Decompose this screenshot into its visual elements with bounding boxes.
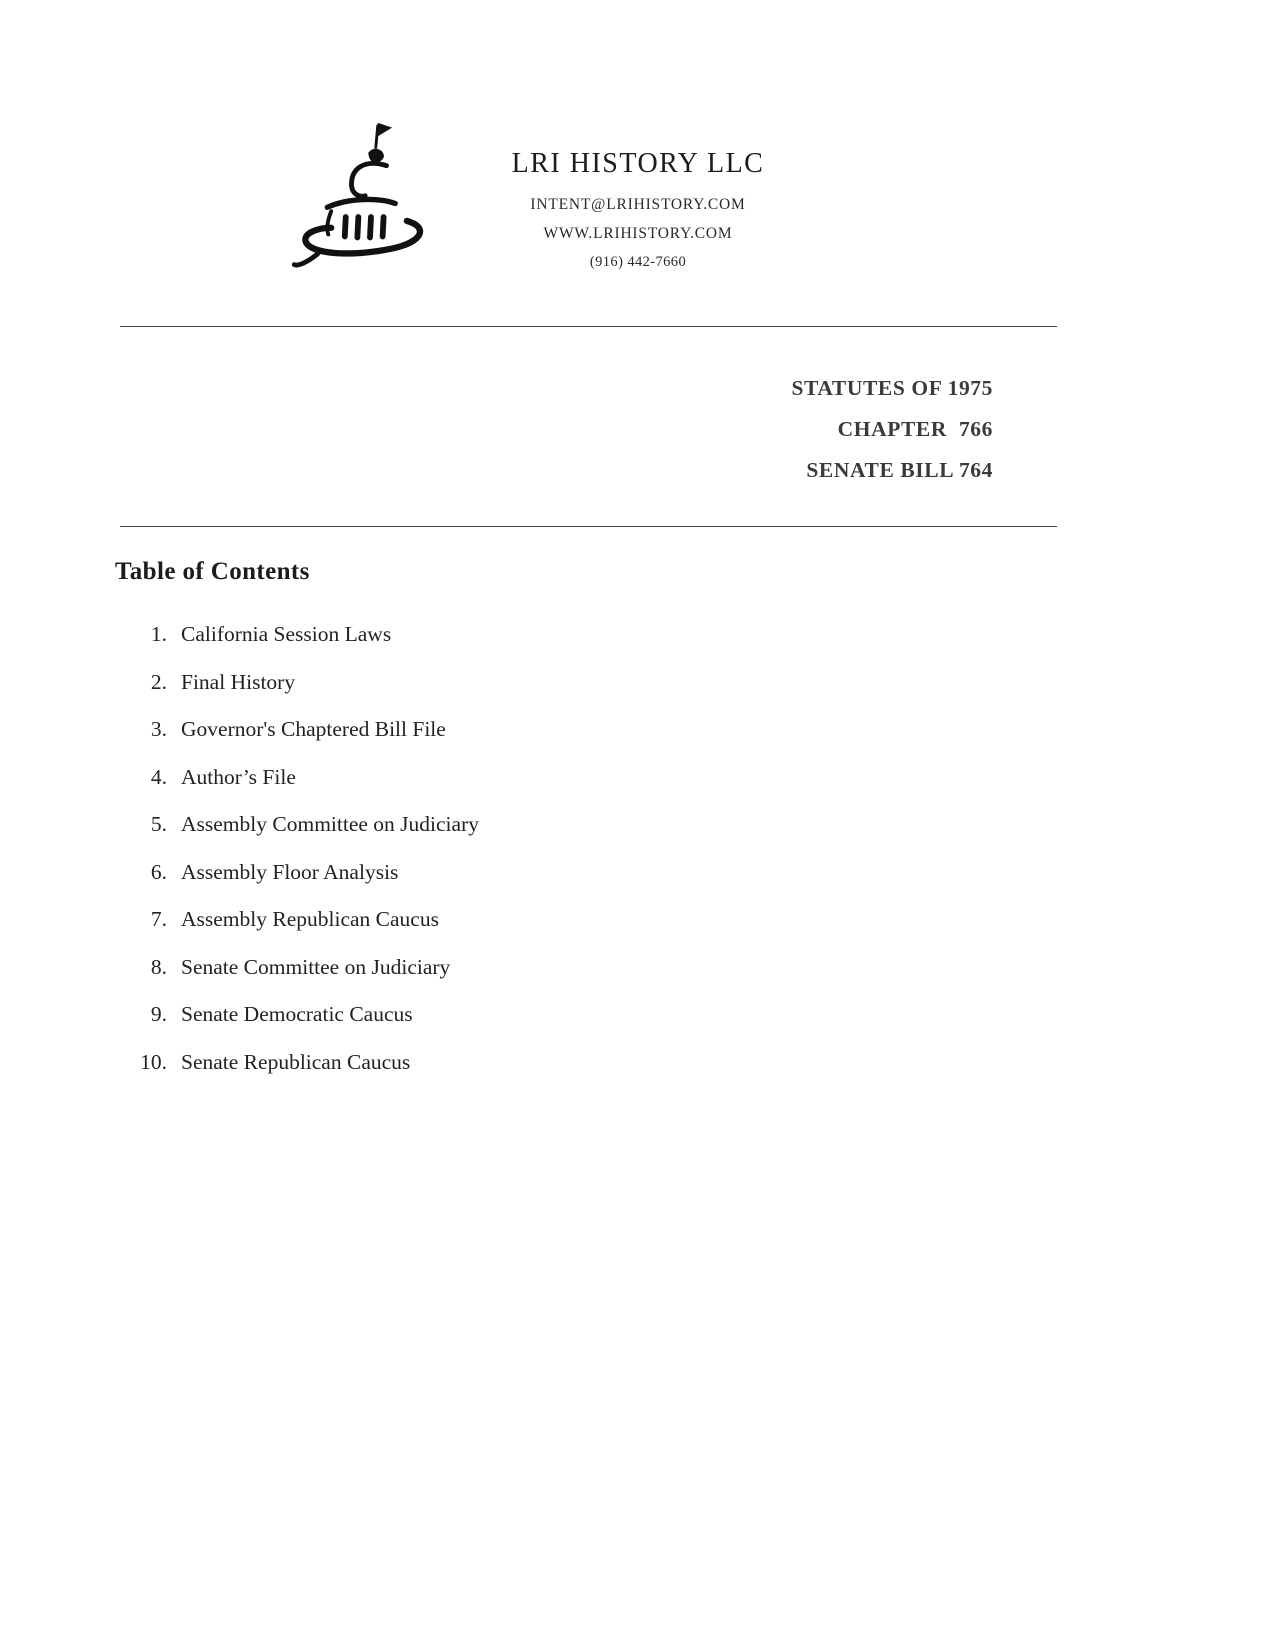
toc-item [115, 717, 815, 765]
toc-item-label: Senate Republican Caucus [181, 1049, 411, 1074]
toc-item-number: 4. [150, 764, 167, 789]
company-website: WWW.LRIHISTORY.COM [543, 225, 733, 242]
toc-item [115, 955, 815, 1003]
toc-heading: Table of Contents [115, 558, 310, 585]
toc-item-number: 10. [140, 1049, 167, 1074]
company-email: INTENT@LRIHISTORY.COM [530, 196, 746, 213]
toc-list [115, 622, 815, 1097]
toc-item-label: Assembly Floor Analysis [181, 859, 399, 884]
toc-item-number: 5. [150, 812, 167, 836]
statutes-line: STATUTES OF 1975 [791, 376, 993, 400]
company-phone: (916) 442-7660 [589, 254, 687, 270]
toc-item [115, 622, 815, 670]
toc-item-label: Assembly Republican Caucus [181, 907, 439, 931]
chapter-line: CHAPTER 766 [837, 417, 993, 441]
toc-item-label: Governor's Chaptered Bill File [181, 717, 446, 741]
toc-item [115, 860, 815, 908]
toc-item-label: Senate Committee on Judiciary [181, 954, 451, 979]
toc-item [115, 812, 815, 860]
toc-item-number: 3. [150, 717, 167, 741]
company-block [468, 148, 808, 271]
toc-item [115, 907, 815, 955]
toc-item [115, 765, 815, 813]
toc-item-label: California Session Laws [181, 622, 392, 646]
toc-item-label: Senate Democratic Caucus [181, 1002, 413, 1026]
toc-item-label: Assembly Committee on Judiciary [181, 812, 479, 836]
toc-item [115, 670, 815, 718]
senate-bill-line: SENATE BILL 764 [806, 458, 993, 482]
capitol-building-icon [290, 120, 450, 285]
letterhead [290, 120, 808, 285]
toc-item-label: Final History [181, 669, 296, 694]
toc-item [115, 1002, 815, 1050]
toc-item-number: 6. [150, 859, 167, 884]
toc-item-number: 8. [150, 954, 167, 979]
toc-item-number: 7. [150, 907, 167, 931]
toc-item-number: 9. [150, 1002, 167, 1026]
company-name: LRI HISTORY LLC [511, 148, 765, 179]
toc-item-number: 1. [150, 622, 167, 646]
toc-item-number: 2. [150, 669, 167, 694]
divider-top [120, 326, 1057, 327]
toc-item-label: Author’s File [181, 764, 296, 789]
title-block [120, 368, 993, 491]
divider-bottom [120, 526, 1057, 527]
toc-item [115, 1050, 815, 1098]
